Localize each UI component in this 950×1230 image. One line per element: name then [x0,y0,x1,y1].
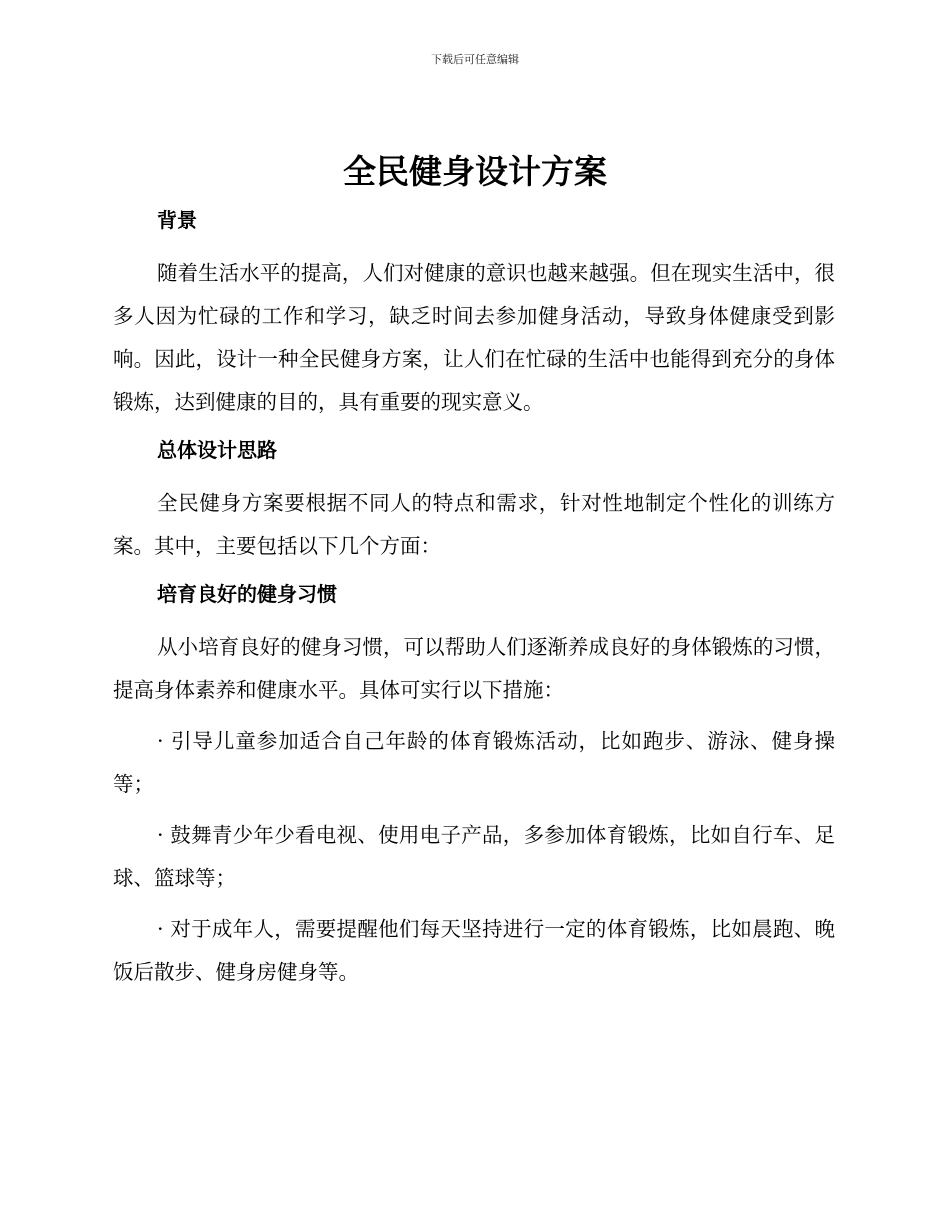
document-title: 全民健身设计方案 [343,152,607,191]
paragraph: 从小培育良好的健身习惯，可以帮助人们逐渐养成良好的身体锻炼的习惯，提高身体素养和健康水平。具体可实行以下措施： [113,635,835,702]
paragraph: 随着生活水平的提高，人们对健康的意识也越来越强。但在现实生活中，很多人因为忙碌的工作和学习，缺乏时间去参加健身活动，导致身体健康受到影响。因此，设计一种全民健身方案，让人们在忙碌的生活中也能得到充分的身体锻炼，达到健康的目的，具有重要的现实意义。 [113,261,835,414]
header-note: 下载后可任意编辑 [431,53,519,66]
bullet-item: · 引导儿童参加适合自己年龄的体育锻炼活动，比如跑步、游泳、健身操等； [113,729,835,796]
spacer [113,424,835,432]
section-heading-habits: 培育良好的健身习惯 [157,582,337,606]
spacer [113,238,835,252]
spacer [113,468,835,482]
section-heading-background: 背景 [157,208,197,232]
paragraph: 全民健身方案要根据不同人的特点和需求，针对性地制定个性化的训练方案。其中，主要包括以下几个方面： [113,491,835,558]
spacer [113,712,835,720]
spacer [113,568,835,576]
bullet-item: · 鼓舞青少年少看电视、使用电子产品，多参加体育锻炼，比如自行车、足球、篮球等； [113,823,835,890]
spacer [113,612,835,626]
bullet-item: · 对于成年人，需要提醒他们每天坚持进行一定的体育锻炼，比如晨跑、晚饭后散步、健身房健身等。 [113,917,835,984]
section-heading-design-approach: 总体设计思路 [157,438,277,462]
spacer [113,900,835,908]
document-body [113,202,835,994]
spacer [113,806,835,814]
